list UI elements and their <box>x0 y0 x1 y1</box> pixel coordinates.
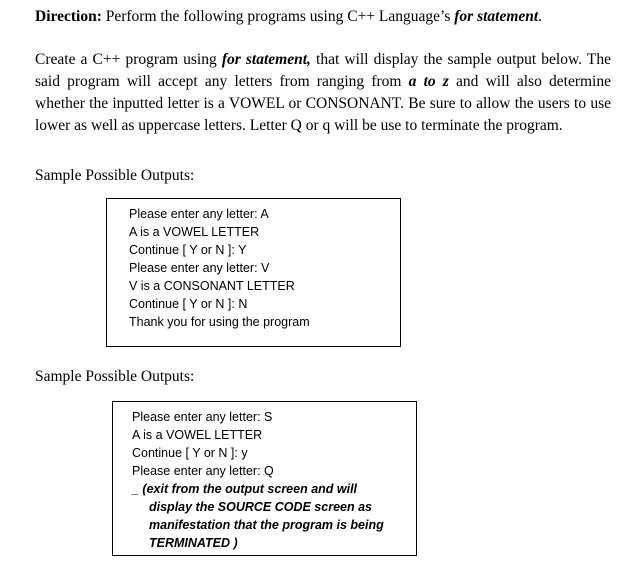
sample-output-box-1 <box>106 198 401 347</box>
termination-note: display the SOURCE CODE screen as manifestation that the program is being TERMINATED ) <box>149 500 384 550</box>
sample-output-box-2 <box>112 401 417 556</box>
paragraph-emphasis-for-statement: for statement, <box>221 51 311 68</box>
output-line: Continue [ Y or N ]: N <box>129 297 248 311</box>
output-line: Please enter any letter: A <box>129 207 269 221</box>
termination-note-first-line: _ (exit from the output screen and will <box>132 482 358 496</box>
sample-outputs-label-1: Sample Possible Outputs: <box>35 167 195 184</box>
paragraph-part2: that will display the sample output below. The said program will accept any letters from ranging from <box>35 51 611 90</box>
direction-emphasis: for statement <box>454 8 539 25</box>
direction-end: . <box>538 8 543 25</box>
output-line: Thank you for using the program <box>129 315 310 329</box>
output-line: Continue [ Y or N ]: y <box>132 446 248 460</box>
paragraph-emphasis-range: a to z <box>408 73 449 90</box>
output-line: A is a VOWEL LETTER <box>132 428 263 442</box>
sample-outputs-label-2: Sample Possible Outputs: <box>35 368 195 385</box>
output-line: Please enter any letter: S <box>132 410 273 424</box>
paragraph-part1: Create a C++ program using <box>35 51 222 68</box>
direction-text: Perform the following programs using C++ Language’s <box>101 8 455 25</box>
instructions-paragraph <box>35 49 611 137</box>
output-line: Please enter any letter: Q <box>132 464 274 478</box>
output-line: V is a CONSONANT LETTER <box>129 279 295 293</box>
output-line: A is a VOWEL LETTER <box>129 225 260 239</box>
direction-label: Direction: <box>35 8 102 25</box>
output-line: Please enter any letter: V <box>129 261 270 275</box>
paragraph-part3: and will also determine whether the inputted letter is a VOWEL or CONSONANT. Be sure to allow the users to use lower as well as uppercase letters. Letter Q or q will be use to terminate the program. <box>35 73 611 134</box>
direction-line <box>35 8 542 26</box>
output-line: Continue [ Y or N ]: Y <box>129 243 247 257</box>
